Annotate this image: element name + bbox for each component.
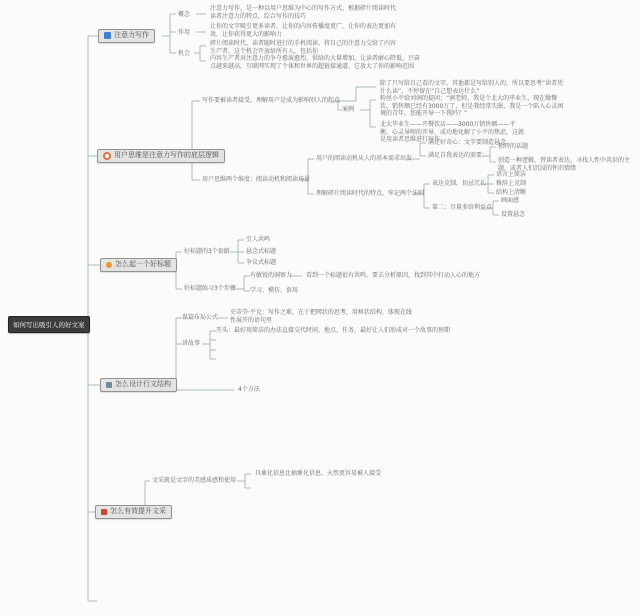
- node-title-routines[interactable]: 好标题的3个套路: [184, 248, 230, 255]
- node-benefit-points[interactable]: 第二：尽量多给利益点: [432, 204, 493, 211]
- branch-attention-writing-label: 注意力写作: [114, 31, 149, 39]
- branch-user-thinking-label: 用户思维是注意力写作的底层逻辑: [114, 151, 219, 160]
- node-storytelling[interactable]: 讲故事: [182, 340, 201, 347]
- node-reader-acceptance[interactable]: 写作要被读者接受，理解用户是成为影响别人的起点: [202, 97, 341, 104]
- formula-text[interactable]: 史蒂芬·平克：写作之难，在于把网状的思考，用树状结构，体现在线性展开的语句里: [230, 309, 412, 324]
- express-item[interactable]: 独特的话题: [498, 143, 529, 150]
- concise-item[interactable]: 语言上简洁: [496, 171, 527, 178]
- node-chance[interactable]: 机会: [178, 50, 191, 57]
- routine-item[interactable]: 争议式标题: [246, 259, 277, 266]
- node-concept[interactable]: 概念: [178, 11, 191, 18]
- node-effect[interactable]: 作用: [178, 29, 191, 36]
- node-four-methods[interactable]: 4个方法: [238, 386, 260, 393]
- reader-note-text[interactable]: 除了只写给自己看的文字，其他都是写给别人的，所以要思考“读者凭什么读”，不停留在“自己想表达什么”: [380, 80, 564, 95]
- node-grace-concept[interactable]: 文采就是文字的美感质感和使用: [152, 477, 237, 484]
- branch-literary-grace[interactable]: [95, 505, 172, 519]
- node-title-practice[interactable]: 好标题练习3个步骤: [184, 285, 236, 292]
- concise-item[interactable]: 结构上清晰: [496, 189, 527, 196]
- branch-structure[interactable]: [100, 378, 177, 392]
- branch-structure-label: 怎么设计行文结构: [115, 380, 171, 388]
- case-item[interactable]: 北大毕业生——开餐饮店——3000万销售额——平衡，心灵导师的开导，成功地化解了小平的焦虑，这就是用读者思维进行写作: [380, 121, 525, 143]
- node-reading-motive[interactable]: 用户的阅读动机从人的基本需求出发: [316, 155, 413, 162]
- node-insight[interactable]: 有敏锐的洞察力: [250, 272, 293, 279]
- grace-concept-text[interactable]: 具象化信息比抽象化信息，天然更容易被人接受: [255, 470, 382, 477]
- node-case[interactable]: 案例: [342, 106, 355, 113]
- story-item[interactable]: 开头：最好用简洁的办法直接交代时间、地点、任务，最好让人们形成对一个故事的预期: [216, 327, 451, 334]
- concept-text[interactable]: 注意力写作，是一种以用户思维为中心的写作方式，根据碎片阅读时代读者注意力的特点，综合写作的技巧: [210, 5, 397, 20]
- node-self-expression[interactable]: 满足自我表达的需要：: [428, 152, 489, 159]
- branch-literary-grace-label: 怎么有效提升文采: [110, 507, 166, 515]
- red-square-icon: [101, 509, 107, 515]
- routine-item[interactable]: 引人共鸣: [246, 236, 271, 243]
- node-layout-formula[interactable]: 谋篇布局公式: [182, 314, 219, 321]
- branch-good-title-label: 怎么起一个好标题: [115, 260, 171, 268]
- node-curiosity[interactable]: 满足好奇心：文字要制造悬念: [428, 139, 507, 146]
- routine-item[interactable]: 悬念式标题: [246, 248, 277, 255]
- root-node[interactable]: 如何写出吸引人的好文案: [8, 316, 90, 333]
- benefit-item[interactable]: 画面感: [501, 197, 520, 204]
- benefit-item[interactable]: 设置悬念: [501, 211, 526, 218]
- insight-text[interactable]: 看到一个标题很有共鸣，要去分析原因，找到其中打动人心的地方: [306, 272, 481, 279]
- orange-ring-icon: [103, 152, 111, 160]
- blue-book-icon: [104, 32, 111, 39]
- node-fragment-rules[interactable]: 理解碎片阅读时代的特点，牢记两个法则: [316, 190, 425, 197]
- node-imitate[interactable]: 学习、模仿、套用: [250, 287, 299, 294]
- effect-text[interactable]: 让你的文字吸引更多读者，让你的内容传播度更广，让你的表达更加有效，让你获得更大的影响力: [210, 23, 397, 38]
- steel-square-icon: [106, 382, 112, 388]
- branch-attention-writing[interactable]: [98, 29, 155, 43]
- amber-dot-icon: [106, 262, 112, 268]
- case-item[interactable]: 粉丝小平给刘润的提问：“润老师，我是个北大的毕业生，现在做餐饮，销售额已经有3000万了，但是我经常失眠，我是一个陷入心灵困境的青年，您能开导一下我吗？”: [380, 95, 564, 117]
- concise-item[interactable]: 修辞上克制: [496, 180, 527, 187]
- node-two-dimensions[interactable]: 用户思维两个维度：阅读动机和阅读场景: [202, 176, 311, 183]
- node-concise[interactable]: 表达克制，切忌冗长: [432, 180, 487, 187]
- branch-user-thinking[interactable]: [97, 149, 225, 163]
- branch-good-title[interactable]: [100, 258, 177, 272]
- chance-item[interactable]: 内容生产者对注意力的争夺愈演愈烈，供给的大量增加，让读者耐心降低，兴奋点越来越高，互联网实现了个体和世界的超链接通道，它放大了你的影响范围: [210, 55, 421, 70]
- express-item[interactable]: 创造一种逻辑，替读者表达，寻找人性中共识的主题，或者人们沉浸的怀旧情绪: [498, 157, 631, 172]
- chance-item[interactable]: 碎片阅读时代，读者随时进行的手机阅读，将自己的注意力交给了内容生产者，这个机会开放给所有人，包括你: [210, 40, 397, 55]
